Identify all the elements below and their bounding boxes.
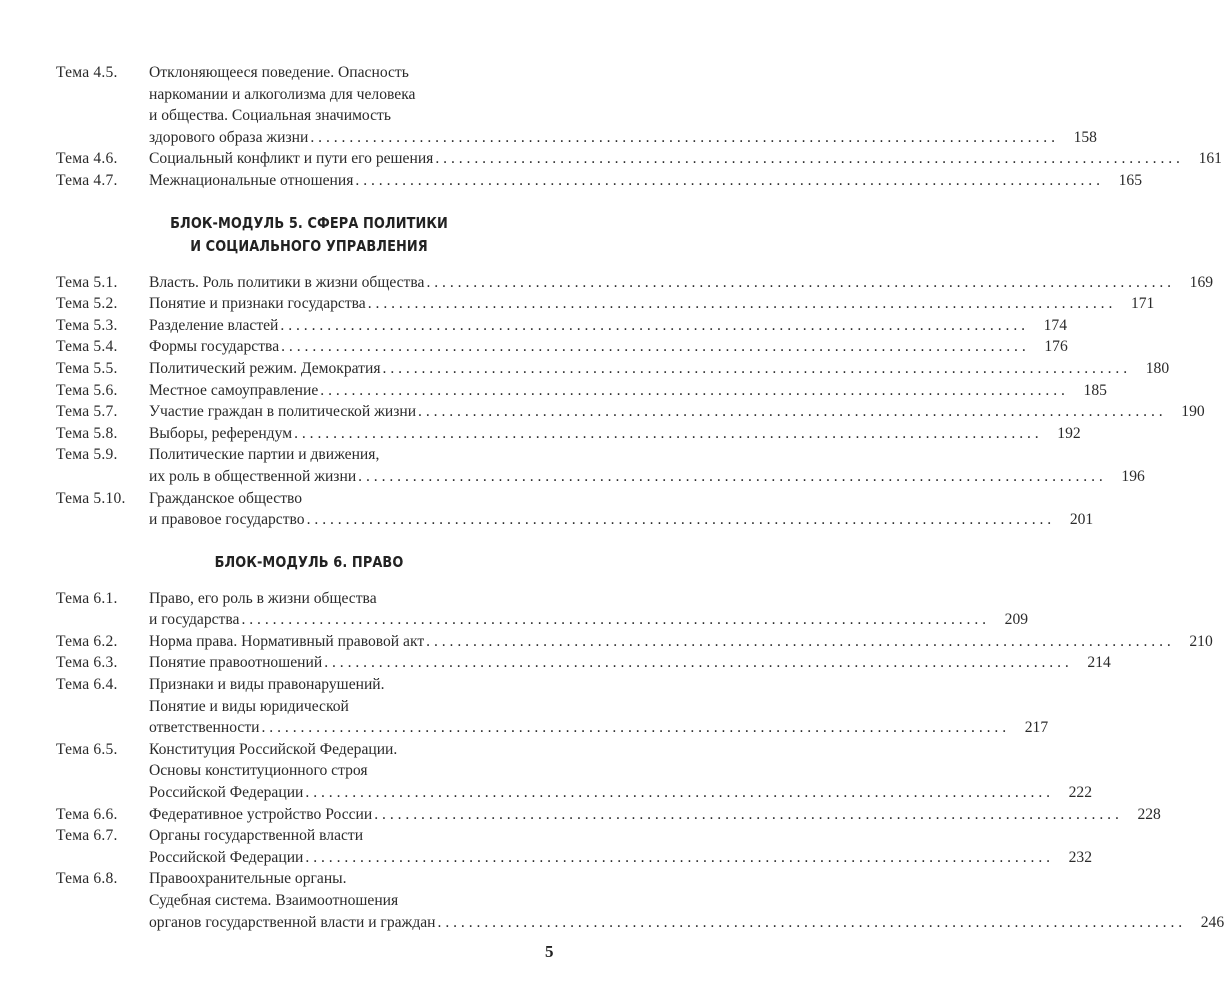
dot-leader <box>320 380 1065 402</box>
topic-title-line: Политические партии и движения, <box>149 446 380 464</box>
topic-title-line: Понятие правоотношений <box>149 654 323 672</box>
page-reference: 192 <box>1057 424 1081 442</box>
topic-title-line: Судебная система. Взаимоотношения <box>149 892 399 909</box>
toc-entry <box>56 631 1213 653</box>
topic-title-line: Гражданское общество <box>149 489 303 507</box>
page-reference: 217 <box>1024 719 1049 737</box>
dot-leader <box>310 127 1055 149</box>
topic-title-line: Органы государственной власти <box>149 827 364 845</box>
page-reference: 232 <box>1068 848 1093 866</box>
page-reference: 169 <box>1189 273 1214 291</box>
toc-block-4 <box>56 62 1222 192</box>
page-reference: 214 <box>1087 654 1111 672</box>
topic-number: Тема 5.8. <box>56 424 118 442</box>
page-reference: 176 <box>1044 338 1068 356</box>
topic-title-line: Российской Федерации <box>149 784 304 802</box>
dot-leader <box>438 912 1183 934</box>
topic-title-line: наркомании и алкоголизма для человека <box>149 85 416 103</box>
topic-title-line: Межнациональные отношения <box>149 171 354 189</box>
topic-title-line: Выборы, референдум <box>149 424 293 442</box>
dot-leader <box>435 148 1180 170</box>
topic-title-line: Конституция Российской Федерации. <box>149 740 398 758</box>
dot-leader <box>305 847 1050 869</box>
dot-leader <box>305 782 1050 804</box>
dot-leader <box>383 358 1128 380</box>
toc-entry <box>56 444 1145 487</box>
page-reference: 190 <box>1181 403 1205 421</box>
topic-title-line: Норма права. Нормативный правовой акт <box>149 632 425 650</box>
dot-leader <box>418 401 1163 423</box>
topic-title-line: Власть. Роль политики в жизни общества <box>149 273 425 291</box>
toc-entry <box>56 868 1224 933</box>
topic-title-line: органов государственной власти и граждан <box>149 913 436 931</box>
topic-title-line: Понятие и признаки государства <box>149 295 366 313</box>
topic-title-line: Социальный конфликт и пути его решения <box>149 150 434 168</box>
topic-number: Тема 4.5. <box>56 64 118 81</box>
toc-entry <box>56 148 1222 170</box>
topic-number: Тема 5.4. <box>56 338 118 356</box>
topic-number: Тема 5.3. <box>56 316 118 334</box>
topic-number: Тема 6.2. <box>56 632 118 650</box>
topic-number: Тема 5.10. <box>56 489 126 507</box>
topic-title-line: Формы государства <box>149 338 280 356</box>
topic-title-line: здорового образа жизни <box>149 128 309 146</box>
page-reference: 180 <box>1145 359 1170 377</box>
topic-title-line: Разделение властей <box>149 316 279 334</box>
dot-leader <box>426 631 1171 653</box>
topic-number: Тема 5.6. <box>56 381 118 399</box>
dot-leader <box>280 315 1025 337</box>
toc-entry <box>56 588 1029 631</box>
dot-leader <box>262 717 1007 739</box>
toc-entry <box>56 336 1068 358</box>
block-heading <box>91 551 526 574</box>
block-heading-line: БЛОК-МОДУЛЬ 5. СФЕРА ПОЛИТИКИ <box>170 213 448 232</box>
topic-number: Тема 4.6. <box>56 150 118 168</box>
page-reference: 174 <box>1043 316 1068 334</box>
toc-entry <box>56 62 1097 148</box>
topic-number: Тема 5.1. <box>56 273 118 291</box>
block-heading <box>91 212 526 258</box>
topic-number: Тема 5.5. <box>56 359 118 377</box>
page-reference: 158 <box>1073 128 1097 146</box>
toc-entry <box>56 401 1205 423</box>
toc-entry <box>56 423 1081 445</box>
topic-title-line: Отклоняющееся поведение. Опасность <box>149 64 409 81</box>
toc-page <box>56 62 1224 933</box>
topic-number: Тема 5.9. <box>56 446 118 464</box>
topic-title-line: Федеративное устройство России <box>149 805 373 823</box>
topic-title-line: и государства <box>149 611 240 629</box>
toc-entry <box>56 739 1093 804</box>
dot-leader <box>355 170 1100 192</box>
topic-title-line: Участие граждан в политической жизни <box>149 403 417 421</box>
toc-entry <box>56 488 1094 531</box>
page-reference: 246 <box>1200 913 1224 931</box>
toc-entry <box>56 674 1049 739</box>
page-reference: 196 <box>1121 467 1145 485</box>
topic-number: Тема 6.1. <box>56 589 118 607</box>
toc-entry <box>56 652 1111 674</box>
block-heading-line: БЛОК-МОДУЛЬ 6. ПРАВО <box>214 552 404 571</box>
page-reference: 209 <box>1004 611 1029 629</box>
topic-title-line: и правовое государство <box>149 511 305 529</box>
toc-entry <box>56 293 1155 315</box>
topic-title-line: Российской Федерации <box>149 848 304 866</box>
topic-number: Тема 5.7. <box>56 403 118 421</box>
page-reference: 161 <box>1198 150 1222 168</box>
dot-leader <box>294 423 1039 445</box>
page-reference: 210 <box>1189 632 1213 650</box>
toc-entry <box>56 380 1107 402</box>
topic-title-line: Местное самоуправление <box>149 381 319 399</box>
topic-number: Тема 6.4. <box>56 676 118 694</box>
dot-leader <box>374 804 1119 826</box>
page-reference: 201 <box>1069 511 1094 529</box>
topic-title-line: ответственности <box>149 719 260 737</box>
dot-leader <box>241 609 986 631</box>
toc-entry <box>56 825 1093 868</box>
topic-title-line: Основы конституционного строя <box>149 762 368 780</box>
topic-number: Тема 6.8. <box>56 870 118 888</box>
dot-leader <box>307 509 1052 531</box>
dot-leader <box>368 293 1113 315</box>
dot-leader <box>426 272 1171 294</box>
toc-block-6 <box>56 551 1224 934</box>
toc-entry <box>56 170 1142 192</box>
toc-entry <box>56 358 1170 380</box>
topic-number: Тема 4.7. <box>56 171 118 189</box>
page-reference: 222 <box>1068 784 1093 802</box>
dot-leader <box>358 466 1103 488</box>
topic-number: Тема 6.6. <box>56 805 118 823</box>
page-reference: 165 <box>1118 171 1142 189</box>
topic-title-line: Признаки и виды правонарушений. <box>149 676 385 694</box>
block-heading-line: И СОЦИАЛЬНОГО УПРАВЛЕНИЯ <box>190 236 428 255</box>
page-reference: 185 <box>1083 381 1107 399</box>
page-reference: 228 <box>1137 805 1161 823</box>
topic-number: Тема 5.2. <box>56 295 118 313</box>
topic-title-line: Понятие и виды юридической <box>149 697 349 715</box>
toc-entry <box>56 272 1214 294</box>
page-number-footer: 5 <box>545 942 554 961</box>
topic-title-line: и общества. Социальная значимость <box>149 107 391 125</box>
dot-leader <box>281 336 1026 358</box>
toc-block-5 <box>56 212 1214 531</box>
topic-number: Тема 6.7. <box>56 827 118 845</box>
page-reference: 171 <box>1130 295 1155 313</box>
topic-title-line: их роль в общественной жизни <box>149 467 357 485</box>
toc-entry <box>56 804 1161 826</box>
topic-title-line: Политический режим. Демократия <box>149 359 381 377</box>
topic-number: Тема 6.5. <box>56 740 118 758</box>
topic-title-line: Правоохранительные органы. <box>149 870 347 888</box>
topic-number: Тема 6.3. <box>56 654 118 672</box>
toc-entry <box>56 315 1068 337</box>
dot-leader <box>324 652 1069 674</box>
topic-title-line: Право, его роль в жизни общества <box>149 589 377 607</box>
